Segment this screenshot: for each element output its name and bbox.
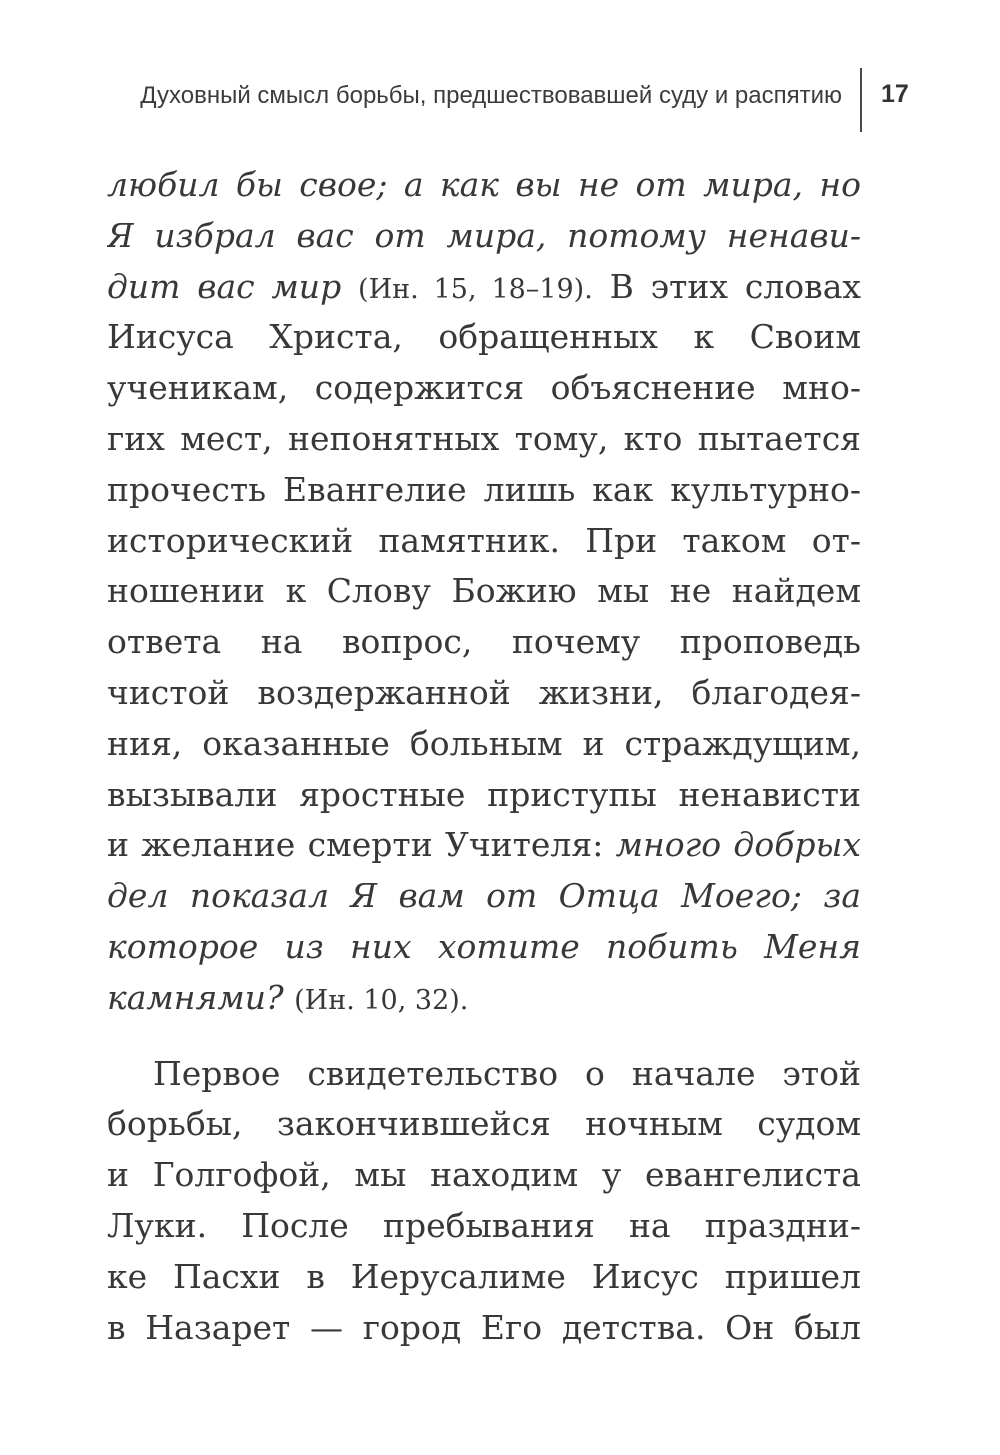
- text-line: в Назарет — город Его детства. Он был: [107, 1307, 861, 1347]
- text-line: Первое свидетельство о начале этой: [153, 1053, 861, 1093]
- running-head: [0, 80, 1000, 120]
- text-line: чистой воздержанной жизни, благодея-: [107, 672, 861, 712]
- quote-fragment: дит вас мир: [107, 266, 342, 306]
- quote-fragment: много добрых: [615, 825, 861, 865]
- paragraph-gap: [107, 1024, 861, 1049]
- scripture-reference: (Ин. 10, 32).: [294, 984, 469, 1016]
- text-line: Иисуса Христа, обращенных к Своим: [107, 317, 861, 357]
- text-line: [107, 262, 861, 313]
- body-text: [107, 160, 861, 1353]
- text-line: и Голгофой, мы находим у евангелиста: [107, 1155, 861, 1195]
- scripture-reference: (Ин. 15, 18–19).: [358, 273, 593, 305]
- text-line: вызывали яростные приступы ненависти: [107, 774, 861, 814]
- text-line: [107, 973, 861, 1024]
- text-line: гих мест, непонятных тому, кто пытается: [107, 418, 861, 458]
- running-title: Духовный смысл борьбы, предшествовавшей суду и распятию: [140, 82, 842, 109]
- text-line: Луки. После пребывания на праздни-: [107, 1205, 861, 1245]
- text-line: [107, 820, 861, 871]
- text-line: ния, оказанные больным и страждущим,: [107, 723, 861, 763]
- text-line: ученикам, содержится объяснение мно-: [107, 368, 861, 408]
- text-fragment: В этих словах: [609, 266, 861, 306]
- header-divider: [860, 68, 862, 132]
- text-line: борьбы, закончившейся ночным судом: [107, 1104, 861, 1144]
- quote-fragment: камнями?: [107, 977, 284, 1017]
- text-line: исторический памятник. При таком от-: [107, 520, 861, 560]
- text-line: прочесть Евангелие лишь как культурно-: [107, 469, 861, 509]
- text-line: любил бы свое; а как вы не от мира, но: [107, 165, 861, 204]
- text-line: ке Пасхи в Иерусалиме Иисус пришел: [107, 1256, 861, 1296]
- text-line: ответа на вопрос, почему проповедь: [107, 622, 861, 662]
- text-line: Я избрал вас от мира, потому ненави-: [107, 215, 861, 255]
- page-number: 17: [881, 80, 909, 108]
- text-fragment: и желание смерти Учителя:: [107, 825, 604, 865]
- text-line: которое из них хотите побить Меня: [107, 926, 861, 966]
- text-line: ношении к Слову Божию мы не найдем: [107, 571, 861, 611]
- text-line: дел показал Я вам от Отца Моего; за: [107, 876, 861, 916]
